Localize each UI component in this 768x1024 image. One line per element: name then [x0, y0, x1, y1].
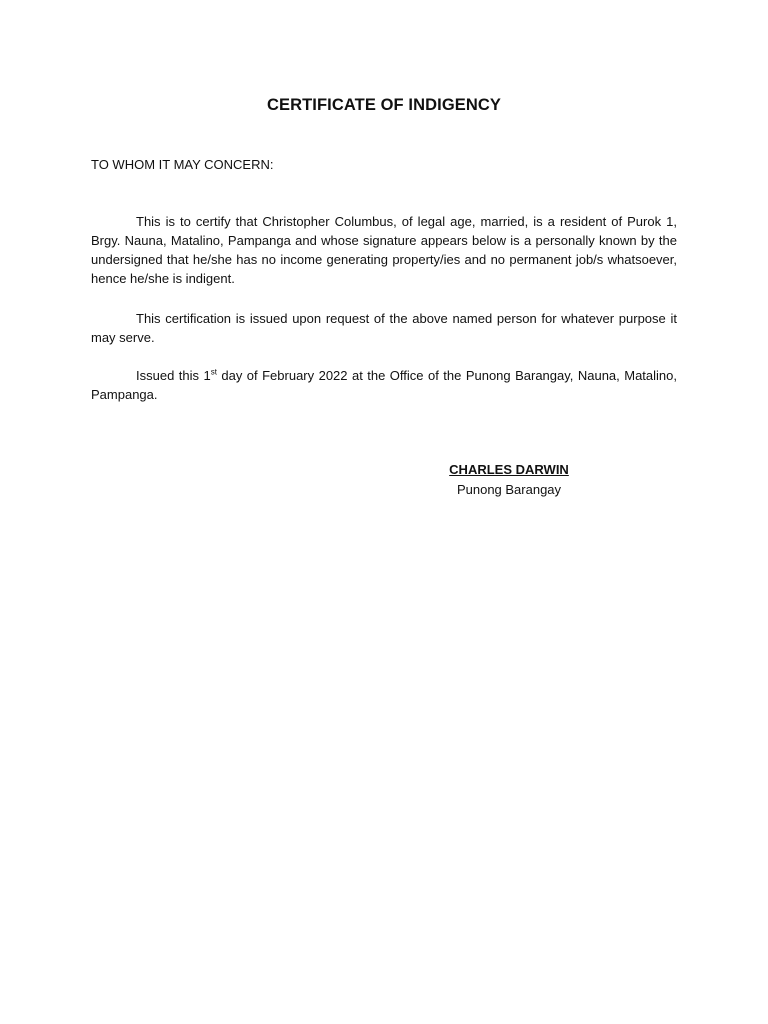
certification-paragraph: This is to certify that Christopher Columbus, of legal age, married, is a resident of Purok 1, Brgy. Nauna, Matalino, Pampanga and whose signature appears below is a personally known by the undersigned that he/she has no income generating property/ies and no permanent job/s whatsoever, hence he/she is indigent. — [91, 214, 677, 286]
signature-block — [446, 460, 572, 500]
signatory-name: CHARLES DARWIN — [449, 462, 569, 477]
issuance-text-start: Issued this 1 — [136, 368, 211, 383]
ordinal-suffix: st — [210, 367, 217, 377]
salutation: TO WHOM IT MAY CONCERN: — [91, 157, 274, 172]
document-title: CERTIFICATE OF INDIGENCY — [266, 96, 501, 114]
issuance-text-end: day of February 2022 at the Office of the Punong Barangay, Nauna, Matalino, Pampanga. — [91, 368, 677, 402]
purpose-paragraph: This certification is issued upon request of the above named person for whatever purpose it may serve. — [91, 311, 677, 345]
signatory-position: Punong Barangay — [456, 482, 562, 497]
issuance-paragraph — [91, 366, 677, 404]
